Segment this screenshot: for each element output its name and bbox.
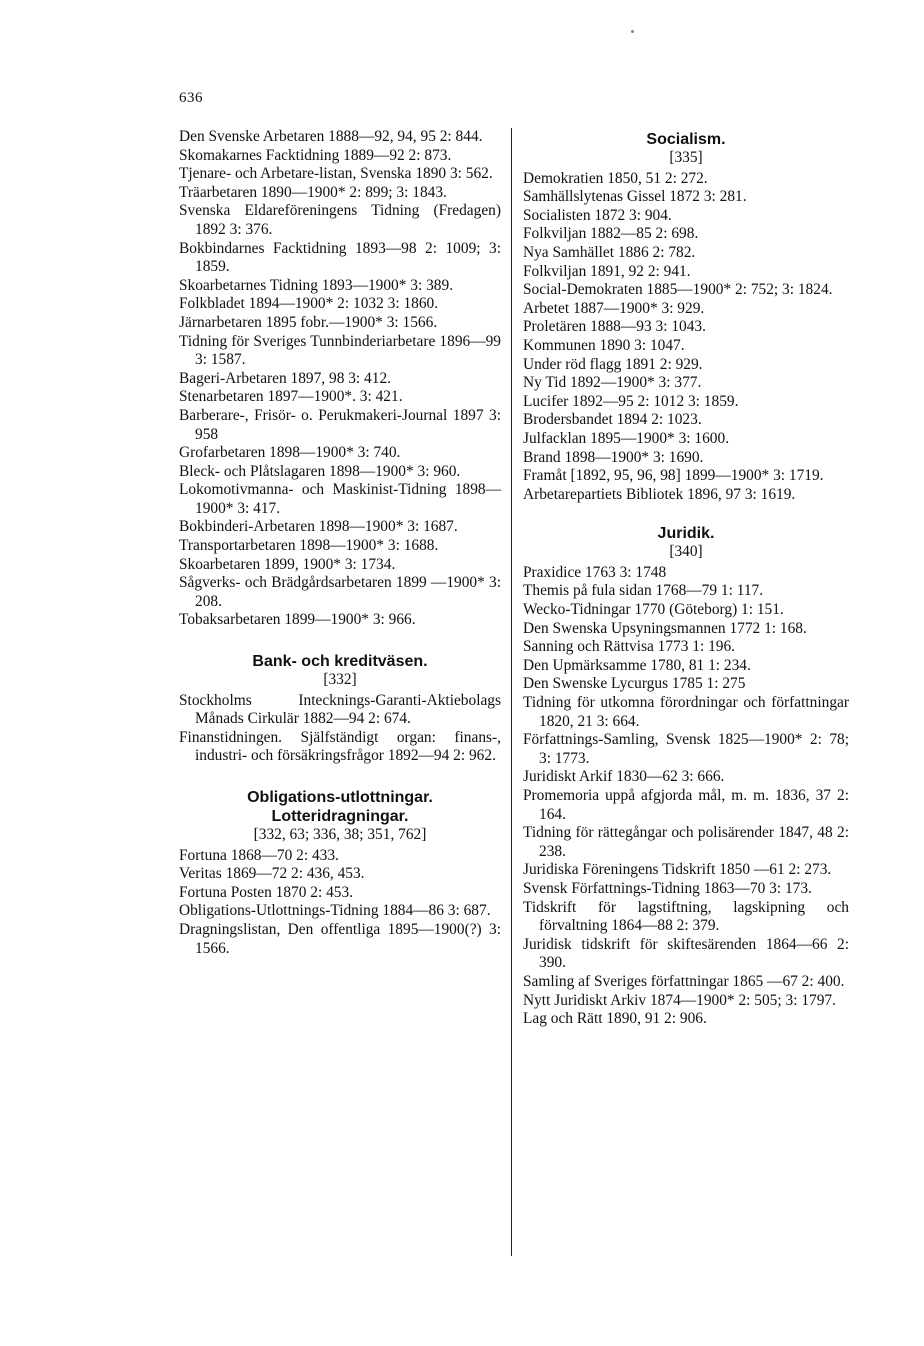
list-item: Barberare-, Frisör- o. Perukmakeri-Journal 1897 3: 958 bbox=[179, 406, 501, 443]
bank-entries-list bbox=[179, 692, 501, 766]
list-item: Lag och Rätt 1890, 91 2: 906. bbox=[523, 1010, 707, 1028]
list-item: Svensk Författnings-Tidning 1863—70 3: 173. bbox=[523, 879, 812, 897]
list-item: Stockholms Intecknings-Garanti-Aktiebolags Månads Cirkulär 1882—94 2: 674. bbox=[179, 691, 501, 728]
list-item: Arbetet 1887—1900* 3: 929. bbox=[523, 299, 705, 317]
list-item: Järnarbetaren 1895 fobr.—1900* 3: 1566. bbox=[179, 313, 438, 331]
list-item: Proletären 1888—93 3: 1043. bbox=[523, 318, 706, 336]
list-item: Lucifer 1892—95 2: 1012 3: 1859. bbox=[523, 392, 739, 410]
list-item: Folkbladet 1894—1900* 2: 1032 3: 1860. bbox=[179, 295, 439, 313]
list-item: Tobaksarbetaren 1899—1900* 3: 966. bbox=[179, 611, 416, 629]
section-heading-socialism: Socialism. bbox=[646, 131, 726, 148]
list-item: Juridiska Föreningens Tidskrift 1850 —61 2: 273. bbox=[523, 861, 832, 879]
list-item: Ny Tid 1892—1900* 3: 377. bbox=[523, 374, 702, 392]
section-ref-socialism: [335] bbox=[669, 149, 703, 166]
list-item: Skomakarnes Facktidning 1889—92 2: 873. bbox=[179, 146, 452, 164]
section-ref-lottery: [332, 63; 336, 38; 351, 762] bbox=[253, 826, 427, 843]
section-ref-juridik: [340] bbox=[669, 543, 703, 561]
list-item: Veritas 1869—72 2: 436, 453. bbox=[179, 865, 365, 883]
list-item: Fortuna Posten 1870 2: 453. bbox=[179, 883, 354, 901]
list-item: Folkviljan 1882—85 2: 698. bbox=[523, 225, 699, 243]
list-item: Under röd flagg 1891 2: 929. bbox=[523, 355, 703, 373]
list-item: Socialisten 1872 3: 904. bbox=[523, 206, 672, 224]
list-item: Tjenare- och Arbetare-listan, Svenska 1890 3: 562. bbox=[179, 165, 493, 183]
list-item: Themis på fula sidan 1768—79 1: 117. bbox=[523, 582, 764, 600]
list-item: Transportarbetaren 1898—1900* 3: 1688. bbox=[179, 537, 439, 555]
left-column bbox=[179, 128, 501, 958]
list-item: Julfacklan 1895—1900* 3: 1600. bbox=[523, 429, 730, 447]
list-item: Nya Samhället 1886 2: 782. bbox=[523, 243, 696, 261]
list-item: Svenska Eldareföreningens Tidning (Fredagen) 1892 3: 376. bbox=[179, 202, 501, 238]
section-heading-bank: Bank- och kreditväsen. bbox=[252, 653, 428, 671]
list-item: Praxidice 1763 3: 1748 bbox=[523, 563, 667, 581]
column-divider bbox=[511, 128, 512, 1256]
list-item: Den Swenske Lycurgus 1785 1: 275 bbox=[523, 675, 746, 693]
list-item: Bokbinderi-Arbetaren 1898—1900* 3: 1687. bbox=[179, 518, 458, 536]
section-heading-juridik: Juridik. bbox=[657, 525, 715, 543]
socialism-entries-list bbox=[523, 170, 849, 505]
page-number: 636 bbox=[179, 90, 203, 106]
section-heading-lottery: Obligations-utlottningar. Lotteridragningar. bbox=[247, 789, 433, 825]
list-item: Bokbindarnes Facktidning 1893—98 2: 1009; 3: 1859. bbox=[179, 239, 501, 276]
paper-speck bbox=[631, 30, 634, 33]
labour-press-list bbox=[179, 128, 501, 630]
list-item: Tidning för utkomna förordningar och författningar 1820, 21 3: 664. bbox=[523, 694, 849, 730]
list-item: Nytt Juridiskt Arkiv 1874—1900* 2: 505; 3: 1797. bbox=[523, 991, 836, 1009]
list-item: Grofarbetaren 1898—1900* 3: 740. bbox=[179, 444, 401, 462]
list-item: Skoarbetaren 1899, 1900* 3: 1734. bbox=[179, 555, 396, 573]
list-item: Brand 1898—1900* 3: 1690. bbox=[523, 448, 704, 466]
list-item: Wecko-Tidningar 1770 (Göteborg) 1: 151. bbox=[523, 601, 784, 619]
list-item: Bageri-Arbetaren 1897, 98 3: 412. bbox=[179, 369, 391, 387]
section-ref-bank: [332] bbox=[323, 671, 357, 689]
list-item: Tidskrift för lagstiftning, lagskipning och förvaltning 1864—88 2: 379. bbox=[523, 898, 849, 935]
list-item: Samling af Sveriges författningar 1865 —67 2: 400. bbox=[523, 972, 845, 990]
list-item: Framåt [1892, 95, 96, 98] 1899—1900* 3: 1719. bbox=[523, 467, 824, 485]
list-item: Bleck- och Plåtslagaren 1898—1900* 3: 960. bbox=[179, 462, 461, 480]
list-item: Tidning för rättegångar och polisärender 1847, 48 2: 238. bbox=[523, 824, 849, 860]
list-item: Folkviljan 1891, 92 2: 941. bbox=[523, 262, 691, 280]
list-item: Sanning och Rättvisa 1773 1: 196. bbox=[523, 638, 736, 656]
right-column bbox=[523, 128, 849, 1029]
list-item: Tidning för Sveriges Tunnbinderiarbetare 1896—99 3: 1587. bbox=[179, 332, 501, 369]
list-item: Kommunen 1890 3: 1047. bbox=[523, 336, 685, 354]
list-item: Demokratien 1850, 51 2: 272. bbox=[523, 169, 708, 187]
list-item: Träarbetaren 1890—1900* 2: 899; 3: 1843. bbox=[179, 183, 447, 201]
list-item: Lokomotivmanna- och Maskinist-Tidning 1898—1900* 3: 417. bbox=[179, 481, 501, 517]
list-item: Juridisk tidskrift för skiftesärenden 1864—66 2: 390. bbox=[523, 935, 849, 972]
list-item: Den Svenske Arbetaren 1888—92, 94, 95 2: 844. bbox=[179, 128, 483, 145]
list-item: Brodersbandet 1894 2: 1023. bbox=[523, 411, 702, 429]
list-item: Promemoria uppå afgjorda mål, m. m. 1836, 37 2: 164. bbox=[523, 787, 849, 823]
list-item: Skoarbetarnes Tidning 1893—1900* 3: 389. bbox=[179, 276, 454, 294]
list-item: Den Upmärksamme 1780, 81 1: 234. bbox=[523, 656, 751, 674]
list-item: Arbetarepartiets Bibliotek 1896, 97 3: 1619. bbox=[523, 485, 796, 503]
list-item: Social-Demokraten 1885—1900* 2: 752; 3: 1824. bbox=[523, 281, 833, 299]
list-item: Fortuna 1868—70 2: 433. bbox=[179, 846, 339, 864]
list-item: Den Swenska Upsyningsmannen 1772 1: 168. bbox=[523, 619, 807, 637]
list-item: Stenarbetaren 1897—1900*. 3: 421. bbox=[179, 388, 403, 406]
list-item: Juridiskt Arkif 1830—62 3: 666. bbox=[523, 768, 725, 786]
list-item: Sågverks- och Brädgårdsarbetaren 1899 —1900* 3: 208. bbox=[179, 574, 501, 610]
list-item: Dragningslistan, Den offentliga 1895—1900(?) 3: 1566. bbox=[179, 920, 501, 957]
list-item: Finanstidningen. Själfständigt organ: finans-, industri- och försäkringsfrågor 1892—94 2: 962. bbox=[179, 728, 501, 765]
lottery-entries-list bbox=[179, 847, 501, 959]
list-item: Samhällslytenas Gissel 1872 3: 281. bbox=[523, 188, 747, 206]
juridik-entries-list bbox=[523, 564, 849, 1029]
list-item: Obligations-Utlottnings-Tidning 1884—86 3: 687. bbox=[179, 902, 491, 920]
list-item: Författnings-Samling, Svensk 1825—1900* 2: 78; 3: 1773. bbox=[523, 731, 849, 767]
